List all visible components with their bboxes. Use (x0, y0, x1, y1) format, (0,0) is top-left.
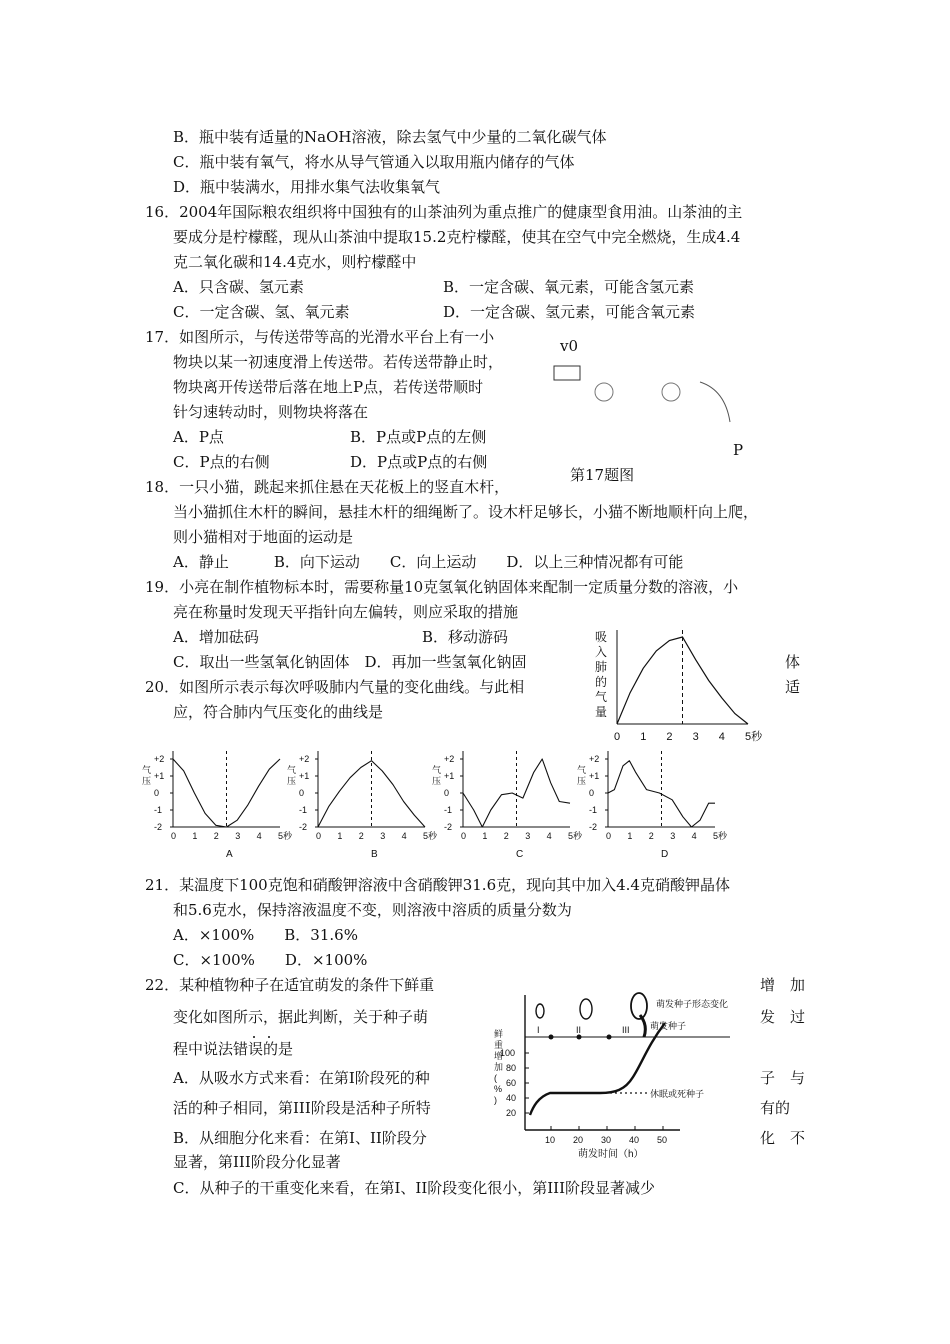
pressure-x-tick: 0 (171, 831, 177, 841)
q21-options-cd: C．×100% D．×100% (173, 951, 368, 969)
pressure-x-tick: 5秒 (568, 831, 583, 841)
seed-x-tick: 40 (629, 1135, 640, 1145)
pressure-y-tick: 0 (299, 788, 305, 798)
q17-option-b: B．P点或P点的左侧 (350, 428, 487, 446)
q20-stem-2: 应，符合肺内气压变化的曲线是 (173, 703, 384, 721)
emphasis-dot (268, 1036, 270, 1038)
seed-legend-form: 萌发种子形态变化 (656, 999, 729, 1009)
q18-stem-2: 当小猫抓住木杆的瞬间，悬挂木杆的细绳断了。设木杆足够长，小猫不断地顺杆向上爬， (173, 503, 759, 521)
lung-ylabel-char: 入 (595, 645, 608, 659)
q19-stem-2: 亮在称量时发现天平指针向左偏转，则应采取的措施 (173, 603, 519, 621)
q20-stem-1-tail: 适 (785, 678, 801, 696)
pressure-x-tick: 1 (192, 831, 198, 841)
lung-ylabel-char: 肺 (595, 660, 608, 674)
q17-roller-right (662, 383, 680, 401)
pressure-x-tick: 0 (461, 831, 467, 841)
lung-x-tick: 1 (640, 731, 647, 743)
pressure-x-tick: 0 (606, 831, 612, 841)
q17-stem-3: 物块离开传送带后落在地上P点，若传送带顺时 (173, 378, 484, 396)
q16-option-c: C．一定含碳、氢、氧元素 (173, 303, 350, 321)
pressure-y-tick: 0 (589, 788, 595, 798)
pressure-ylabel-char: 气 (432, 765, 442, 775)
seed-legend-dead: 休眠或死种子 (650, 1089, 705, 1099)
pressure-y-tick: +1 (589, 771, 600, 781)
lung-chart-ylabel (595, 630, 607, 719)
q19-option-a: A．增加砝码 (173, 628, 259, 646)
pressure-y-tick: +1 (299, 771, 310, 781)
pressure-x-tick: 1 (627, 831, 633, 841)
seed-ylabel-char: 加 (494, 1062, 504, 1072)
q15-option-b: B．瓶中装有适量的NaOH溶液，除去氢气中少量的二氧化碳气体 (173, 128, 607, 146)
q17-caption: 第17题图 (570, 466, 635, 484)
seed-x-tick: 20 (573, 1135, 584, 1145)
seed-ylabel-char: 重 (494, 1040, 504, 1050)
lung-x-tick: 3 (692, 731, 699, 743)
seed-y-tick: 40 (506, 1093, 517, 1103)
q18-stem-3: 则小猫相对于地面的运动是 (173, 528, 354, 546)
q16-stem-3: 克二氧化碳和14.4克水，则柠檬醛中 (173, 253, 417, 271)
pressure-y-tick: -2 (589, 822, 598, 832)
pressure-chart-label: C (516, 849, 524, 860)
pressure-chart-label: A (226, 849, 233, 860)
q17-trajectory (700, 382, 730, 422)
seed-y-tick: 80 (506, 1063, 517, 1073)
q21-stem-2: 和5.6克水，保持溶液温度不变，则溶液中溶质的质量分数为 (173, 901, 572, 919)
pressure-x-tick: 4 (546, 831, 552, 841)
seed-shape-stage2 (580, 999, 592, 1019)
q16-stem-1: 16．2004年国际粮农组织将中国独有的山茶油列为重点推广的健康型食用油。山茶油的主 (145, 203, 743, 221)
pressure-y-tick: -1 (444, 805, 453, 815)
q21-stem-1: 21．某温度下100克饱和硝酸钾溶液中含硝酸钾31.6克，现向其中加入4.4克硝酸钾晶体 (145, 876, 730, 894)
pressure-x-tick: 2 (648, 831, 654, 841)
pressure-chart-a (142, 751, 293, 860)
pressure-x-tick: 2 (503, 831, 509, 841)
pressure-y-tick: +1 (154, 771, 165, 781)
lung-ylabel-char: 量 (595, 705, 608, 719)
pressure-x-tick: 2 (213, 831, 219, 841)
q15-option-d: D．瓶中装满水，用排水集气法收集氧气 (173, 178, 441, 196)
pressure-ylabel-char: 气 (142, 765, 152, 775)
pressure-charts (140, 745, 740, 863)
q20-stem-1: 20．如图所示表示每次呼吸肺内气量的变化曲线。与此相 (145, 678, 525, 696)
seed-stage-dot (607, 1035, 612, 1040)
pressure-chart-label: D (661, 849, 669, 860)
pressure-x-tick: 4 (401, 831, 407, 841)
pressure-x-tick: 5秒 (278, 831, 293, 841)
seed-x-label: 萌发时间（h） (578, 1149, 644, 1160)
pressure-x-tick: 3 (670, 831, 676, 841)
q22-option-a-2-tail: 有的 (760, 1099, 791, 1117)
pressure-x-tick: 3 (380, 831, 386, 841)
seed-y-tick: 20 (506, 1108, 517, 1118)
seed-stage-label: III (622, 1025, 630, 1035)
pressure-y-tick: -2 (154, 822, 163, 832)
seed-ylabel-char: 增 (494, 1051, 504, 1061)
q17-fig-p: P (733, 441, 744, 459)
seed-x-tick: 30 (601, 1135, 612, 1145)
q22-option-b-1: B．从细胞分化来看：在第I、II阶段分 (173, 1129, 427, 1147)
q18-stem-1: 18．一只小猫，跳起来抓住悬在天花板上的竖直木杆， (145, 478, 510, 496)
q22-option-a-2: 活的种子相同，第III阶段是活种子所特 (173, 1099, 431, 1117)
pressure-chart-c (432, 751, 583, 860)
lung-x-tick: 4 (718, 731, 725, 743)
pressure-y-tick: +2 (444, 754, 455, 764)
q19-option-cd: C．取出一些氢氧化钠固体 D．再加一些氢氧化钠固 (173, 653, 527, 671)
lung-volume-chart (590, 625, 770, 747)
lung-ylabel-char: 的 (595, 675, 608, 689)
seed-shape-stage3 (631, 993, 647, 1019)
pressure-x-tick: 4 (256, 831, 262, 841)
pressure-x-tick: 5秒 (423, 831, 438, 841)
q16-option-a: A．只含碳、氢元素 (173, 278, 304, 296)
pressure-y-tick: 0 (154, 788, 160, 798)
pressure-x-tick: 2 (358, 831, 364, 841)
pressure-y-tick: 0 (444, 788, 450, 798)
seed-legend-germ: 萌发种子 (650, 1021, 687, 1031)
q17-option-a: A．P点 (173, 428, 224, 446)
pressure-ylabel-char: 压 (142, 776, 152, 786)
q19-stem-1: 19．小亮在制作植物标本时，需要称量10克氢氧化钠固体来配制一定质量分数的溶液，小 (145, 578, 739, 596)
q17-stem-1: 17．如图所示，与传送带等高的光滑水平台上有一小 (145, 328, 495, 346)
seed-ylabel-char: 鲜 (494, 1029, 504, 1039)
q22-option-a-1: A．从吸水方式来看：在第I阶段死的种 (173, 1069, 430, 1087)
seed-germination-chart (490, 985, 770, 1165)
pressure-chart-d (577, 751, 728, 860)
pressure-y-tick: -2 (299, 822, 308, 832)
pressure-x-tick: 3 (235, 831, 241, 841)
q21-options-ab: A．×100% B．31.6% (173, 926, 358, 944)
pressure-y-tick: -2 (444, 822, 453, 832)
pressure-x-tick: 3 (525, 831, 531, 841)
seed-sprout (640, 1015, 645, 1037)
pressure-x-tick: 0 (316, 831, 322, 841)
pressure-x-tick: 5秒 (713, 831, 728, 841)
pressure-x-tick: 1 (337, 831, 343, 841)
q19-option-d-tail: 体 (785, 653, 801, 671)
q22-stem-2-tail: 发 过 (760, 1008, 806, 1026)
q17-option-d: D．P点或P点的右侧 (350, 453, 488, 471)
q22-stem-2: 变化如图所示，据此判断，关于种子萌 (173, 1008, 429, 1026)
pressure-x-tick: 1 (482, 831, 488, 841)
q22-option-b-1-tail: 化 不 (760, 1129, 806, 1147)
seed-shape-stage1 (536, 1004, 544, 1018)
pressure-chart-b (287, 751, 438, 860)
pressure-y-tick: +2 (154, 754, 165, 764)
q22-stem-3: 程中说法错误的是 (173, 1040, 294, 1058)
pressure-ylabel-char: 压 (432, 776, 442, 786)
pressure-y-tick: +1 (444, 771, 455, 781)
lung-ylabel-char: 气 (595, 690, 608, 704)
seed-x-tick: 10 (545, 1135, 556, 1145)
seed-y-tick: 100 (500, 1048, 516, 1058)
seed-y-tick: 60 (506, 1078, 517, 1088)
q17-fig-v0: v0 (560, 337, 579, 355)
q19-option-b: B．移动游码 (422, 628, 509, 646)
q16-option-b: B．一定含碳、氧元素，可能含氢元素 (443, 278, 695, 296)
q18-options: A．静止 B．向下运动 C．向上运动 D．以上三种情况都有可能 (173, 553, 684, 571)
seed-stage-dot (549, 1035, 554, 1040)
pressure-ylabel-char: 压 (287, 776, 297, 786)
seed-ylabel-char: ) (494, 1095, 497, 1105)
q17-stem-4: 针匀速转动时，则物块将落在 (173, 403, 369, 421)
seed-ylabel-char: ( (494, 1073, 497, 1083)
q15-option-c: C．瓶中装有氧气，将水从导气管通入以取用瓶内储存的气体 (173, 153, 575, 171)
pressure-y-tick: +2 (589, 754, 600, 764)
lung-x-tick: 5秒 (745, 731, 763, 743)
q22-option-c: C．从种子的干重变化来看，在第I、II阶段变化很小，第III阶段显著减少 (173, 1179, 656, 1197)
pressure-ylabel-char: 压 (577, 776, 587, 786)
pressure-chart-label: B (371, 849, 378, 860)
q17-option-c: C．P点的右侧 (173, 453, 270, 471)
q22-stem-1: 22．某种植物种子在适宜萌发的条件下鲜重 (145, 976, 435, 994)
seed-ylabel-char: % (494, 1084, 503, 1094)
q22-option-b-2: 显著，第III阶段分化显著 (173, 1153, 341, 1171)
seed-stage-label: II (576, 1025, 582, 1035)
seed-x-tick: 50 (657, 1135, 668, 1145)
pressure-ylabel-char: 气 (287, 765, 297, 775)
pressure-y-tick: -1 (589, 805, 598, 815)
seed-stage-dot (577, 1035, 582, 1040)
pressure-y-tick: -1 (154, 805, 163, 815)
q17-conveyor-figure (550, 360, 750, 430)
q17-block (554, 366, 580, 380)
pressure-y-tick: -1 (299, 805, 308, 815)
q17-stem-2: 物块以某一初速度滑上传送带。若传送带静止时， (173, 353, 504, 371)
q17-roller-left (595, 383, 613, 401)
seed-chart-ylabel (494, 1028, 503, 1105)
emphasis-dot (253, 1036, 255, 1038)
q22-option-a-1-tail: 子 与 (760, 1069, 806, 1087)
pressure-y-tick: +2 (299, 754, 310, 764)
seed-stage-label: I (537, 1025, 540, 1035)
lung-x-tick: 0 (614, 731, 621, 743)
q16-stem-2: 要成分是柠檬醛，现从山茶油中提取15.2克柠檬醛，使其在空气中完全燃烧，生成4.4 (173, 228, 741, 246)
q22-stem-1-tail: 增 加 (760, 976, 806, 994)
lung-x-tick: 2 (666, 731, 673, 743)
lung-ylabel-char: 吸 (595, 630, 608, 644)
pressure-x-tick: 4 (691, 831, 697, 841)
pressure-ylabel-char: 气 (577, 765, 587, 775)
q16-option-d: D．一定含碳、氢元素，可能含氧元素 (443, 303, 696, 321)
